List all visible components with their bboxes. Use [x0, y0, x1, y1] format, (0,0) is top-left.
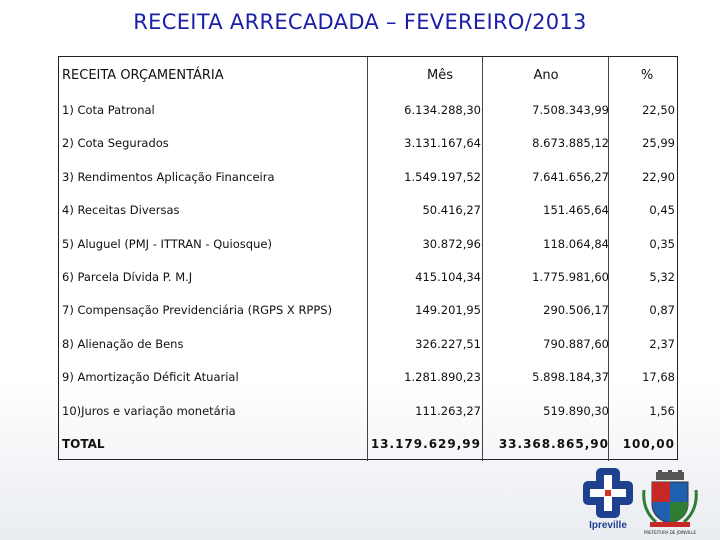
- row-year: 8.673.885,12: [532, 136, 609, 151]
- row-label: 8) Alienação de Bens: [62, 336, 184, 351]
- ipreville-logo: [578, 466, 638, 538]
- row-month: 3.131.167,64: [404, 136, 481, 151]
- table-header-row: [59, 57, 677, 93]
- header-month: Mês: [427, 67, 453, 83]
- table-row: [59, 360, 677, 394]
- row-year: 1.775.981,60: [532, 270, 609, 284]
- row-percent: 22,50: [642, 103, 675, 117]
- table-row: [59, 293, 677, 327]
- ipreville-cross-icon: [578, 466, 638, 522]
- header-label: RECEITA ORÇAMENTÁRIA: [62, 67, 224, 83]
- coat-of-arms-icon: [642, 470, 698, 528]
- row-label: 4) Receitas Diversas: [62, 203, 180, 218]
- row-percent: 17,68: [642, 370, 675, 385]
- table-total-row: [59, 427, 677, 461]
- row-label: 1) Cota Patronal: [62, 103, 155, 117]
- row-label: 9) Amortização Déficit Atuarial: [62, 370, 239, 385]
- header-percent: %: [640, 67, 654, 83]
- row-percent: 0,45: [649, 203, 675, 218]
- total-label: TOTAL: [62, 437, 105, 451]
- row-year: 118.064,84: [543, 236, 609, 251]
- ipreville-logo-text: Ipreville: [589, 520, 627, 531]
- row-label: 3) Rendimentos Aplicação Financeira: [62, 169, 275, 184]
- revenue-table: [58, 56, 678, 460]
- table-row: [59, 394, 677, 428]
- row-year: 790.887,60: [543, 336, 609, 351]
- total-month: 13.179.629,99: [370, 437, 481, 451]
- row-month: 6.134.288,30: [404, 103, 481, 117]
- row-month: 1.281.890,23: [404, 370, 481, 385]
- table-row: [59, 126, 677, 160]
- row-month: 415.104,34: [415, 270, 481, 284]
- row-percent: 25,99: [642, 136, 675, 151]
- row-label: 10)Juros e variação monetária: [62, 403, 236, 418]
- row-percent: 2,37: [649, 336, 675, 351]
- row-label: 2) Cota Segurados: [62, 136, 169, 151]
- row-month: 1.549.197,52: [404, 169, 481, 184]
- row-year: 151.465,64: [543, 203, 609, 218]
- total-year: 33.368.865,90: [498, 437, 609, 451]
- row-percent: 1,56: [649, 403, 675, 418]
- row-month: 50.416,27: [422, 203, 481, 218]
- prefeitura-logo: [642, 470, 698, 538]
- row-month: 149.201,95: [415, 303, 481, 318]
- row-month: 30.872,96: [422, 236, 481, 251]
- row-label: 5) Aluguel (PMJ - ITTRAN - Quiosque): [62, 236, 272, 251]
- row-percent: 22,90: [642, 169, 675, 184]
- table-row: [59, 160, 677, 194]
- row-year: 519.890,30: [543, 403, 609, 418]
- header-year: Ano: [533, 67, 559, 83]
- row-month: 111.263,27: [415, 403, 481, 418]
- row-year: 290.506,17: [543, 303, 609, 318]
- total-percent: 100,00: [622, 437, 675, 451]
- row-percent: 0,87: [649, 303, 675, 318]
- row-month: 326.227,51: [415, 336, 481, 351]
- table-row: [59, 93, 677, 127]
- table-row: [59, 327, 677, 361]
- row-year: 7.508.343,99: [532, 103, 609, 117]
- table-row: [59, 260, 677, 294]
- table-row: [59, 227, 677, 261]
- row-percent: 5,32: [649, 270, 675, 284]
- row-percent: 0,35: [649, 236, 675, 251]
- page-title: RECEITA ARRECADADA – FEVEREIRO/2013: [133, 10, 587, 34]
- row-label: 7) Compensação Previdenciária (RGPS X RPPS): [62, 303, 333, 318]
- table-row: [59, 193, 677, 227]
- prefeitura-logo-text: PREFEITURA DE JOINVILLE: [643, 530, 696, 535]
- row-year: 5.898.184,37: [532, 370, 609, 385]
- row-year: 7.641.656,27: [532, 169, 609, 184]
- row-label: 6) Parcela Dívida P. M.J: [62, 270, 193, 284]
